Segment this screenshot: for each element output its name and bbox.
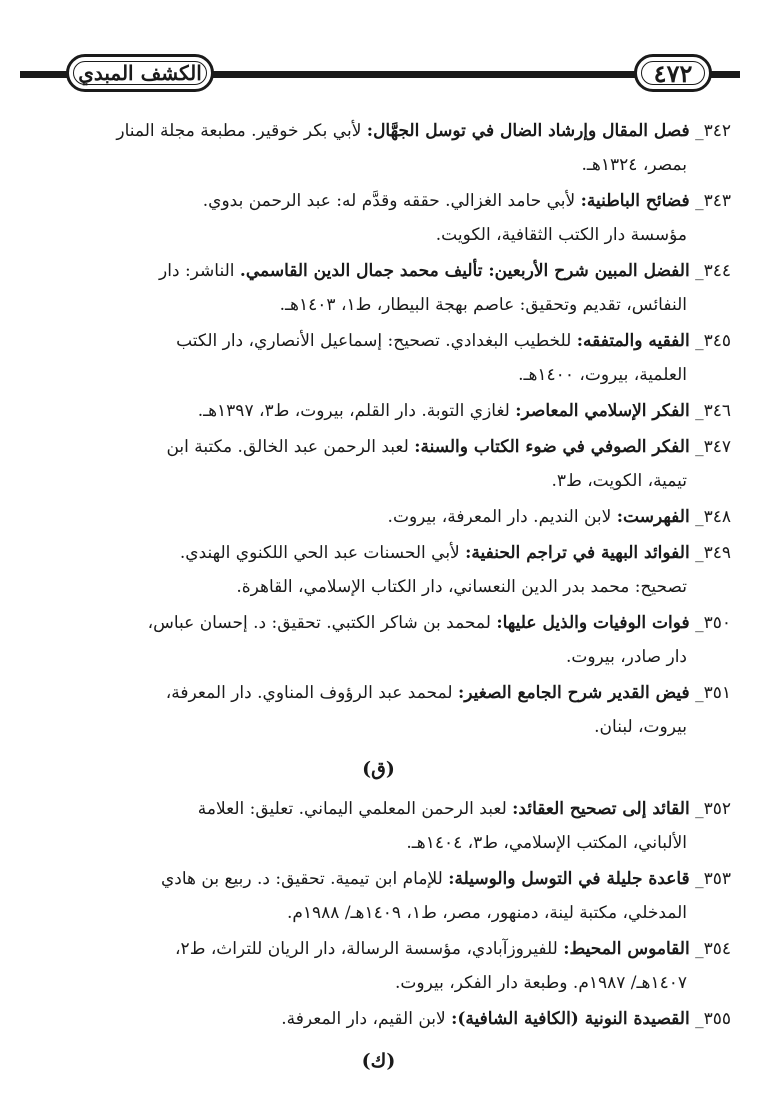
entry-number-dash: _ (689, 261, 704, 281)
entry-title: قاعدة جليلة في التوسل والوسيلة: (448, 869, 690, 889)
bibliography-entry (26, 676, 731, 744)
entry-details: لابن القيم، دار المعرفة. (281, 1009, 452, 1029)
entry-continuation: النفائس، تقديم وتحقيق: عاصم بهجة البيطار، ط١، ١٤٠٣هـ. (279, 295, 687, 315)
page-number-frame (634, 54, 712, 92)
entry-first-line (26, 536, 731, 570)
bibliography-entry (26, 394, 731, 428)
entry-title: الفضل المبين شرح الأربعين: تأليف محمد جمال الدين القاسمي. (239, 261, 690, 281)
entry-number-dash: _ (689, 869, 704, 889)
entry-details: لأبي بكر خوقير. مطبعة مجلة المنار (116, 121, 367, 141)
entry-first-line (26, 862, 731, 896)
entry-number: ٣٤٣ (703, 191, 731, 211)
entry-continuation: تيمية، الكويت، ط٣. (551, 471, 687, 491)
entry-number: ٣٥٠ (703, 613, 731, 633)
entry-number: ٣٤٨ (703, 507, 731, 527)
bibliography-entry (26, 324, 731, 392)
bibliography-entry (26, 500, 731, 534)
running-title-frame (66, 54, 214, 92)
entry-first-line (26, 114, 731, 148)
entry-details: للإمام ابن تيمية. تحقيق: د. ربيع بن هادي (160, 869, 449, 889)
bibliography-entry (26, 536, 731, 604)
running-title: الكشف المبدي (78, 61, 202, 85)
entry-continuation: العلمية، بيروت، ١٤٠٠هـ. (518, 365, 687, 385)
entry-number: ٣٤٩ (703, 543, 731, 563)
entry-first-line (26, 324, 731, 358)
entry-title: القصيدة النونية (الكافية الشافية): (451, 1009, 690, 1029)
entry-first-line (26, 254, 731, 288)
entry-number-dash: _ (689, 191, 704, 211)
entry-details: للخطيب البغدادي. تصحيح: إسماعيل الأنصاري، دار الكتب (176, 331, 577, 351)
entry-number-dash: _ (689, 543, 704, 563)
entry-continuation: الألباني، المكتب الإسلامي، ط٣، ١٤٠٤هـ. (406, 833, 687, 853)
entry-details: لغازي التوبة. دار القلم، بيروت، ط٣، ١٣٩٧هـ. (197, 401, 516, 421)
entry-first-line (26, 1002, 731, 1036)
entry-number-dash: _ (689, 939, 704, 959)
entry-number-dash: _ (689, 1009, 704, 1029)
entry-number-dash: _ (689, 401, 704, 421)
entry-number: ٣٤٢ (703, 121, 731, 141)
entry-continuation: دار صادر، بيروت. (565, 647, 687, 667)
entry-number-dash: _ (689, 683, 704, 703)
entry-first-line (26, 932, 731, 966)
entry-number-dash: _ (689, 437, 704, 457)
page-header (20, 52, 740, 98)
entry-first-line (26, 184, 731, 218)
entry-details: لعبد الرحمن المعلمي اليماني. تعليق: العلامة (197, 799, 513, 819)
entry-number: ٣٤٥ (703, 331, 731, 351)
section-letter-heading: (ك) (361, 1050, 396, 1072)
entry-details: الناشر: دار (159, 261, 240, 281)
entry-details: لمحمد بن شاكر الكتبي. تحقيق: د. إحسان عباس، (147, 613, 497, 633)
entry-continuation: بيروت، لبنان. (594, 717, 687, 737)
entry-details: لابن النديم. دار المعرفة، بيروت. (387, 507, 617, 527)
entry-title: فوات الوفيات والذيل عليها: (496, 613, 690, 633)
entry-number-dash: _ (689, 507, 704, 527)
bibliography-entry (26, 606, 731, 674)
entry-number: ٣٤٧ (703, 437, 731, 457)
bibliography-entry (26, 114, 731, 182)
bibliography-entry (26, 430, 731, 498)
entry-continuation: بمصر، ١٣٢٤هـ. (581, 155, 687, 175)
entry-title: القائد إلى تصحيح العقائد: (512, 799, 690, 819)
entry-title: الفكر الإسلامي المعاصر: (515, 401, 690, 421)
entry-continuation: تصحيح: محمد بدر الدين النعساني، دار الكتاب الإسلامي، القاهرة. (236, 577, 687, 597)
entry-title: فيض القدير شرح الجامع الصغير: (457, 683, 690, 703)
bibliography-entry (26, 862, 731, 930)
entry-first-line (26, 430, 731, 464)
entry-number-dash: _ (689, 121, 704, 141)
entry-details: للفيروزآبادي، مؤسسة الرسالة، دار الريان للتراث، ط٢، (175, 939, 564, 959)
page-number: ٤٧٢ (653, 58, 693, 88)
section-letter-heading: (ق) (362, 758, 395, 780)
entry-continuation: المدخلي، مكتبة لينة، دمنهور، مصر، ط١، ١٤٠٩هـ/ ١٩٨٨م. (286, 903, 687, 923)
entry-number-dash: _ (689, 613, 704, 633)
entry-continuation: ١٤٠٧هـ/ ١٩٨٧م. وطبعة دار الفكر، بيروت. (395, 973, 687, 993)
entry-number: ٣٥٣ (703, 869, 731, 889)
entry-continuation: مؤسسة دار الكتب الثقافية، الكويت. (435, 225, 687, 245)
entry-details: لأبي الحسنات عبد الحي اللكنوي الهندي. (179, 543, 466, 563)
entry-number: ٣٥٥ (703, 1009, 731, 1029)
entry-number: ٣٥٢ (703, 799, 731, 819)
entry-first-line (26, 394, 731, 428)
bibliography-entry (26, 1002, 731, 1036)
entry-first-line (26, 606, 731, 640)
entry-number: ٣٤٦ (703, 401, 731, 421)
entry-title: فضائح الباطنية: (580, 191, 690, 211)
entry-details: لأبي حامد الغزالي. حققه وقدَّم له: عبد الرحمن بدوي. (202, 191, 581, 211)
bibliography-entry (26, 932, 731, 1000)
entry-title: فصل المقال وإرشاد الضال في توسل الجهَّال: (366, 121, 690, 141)
entry-number: ٣٤٤ (703, 261, 731, 281)
bibliography-list (26, 114, 731, 1084)
entry-number-dash: _ (689, 331, 704, 351)
entry-first-line (26, 500, 731, 534)
entry-title: الفوائد البهية في تراجم الحنفية: (465, 543, 690, 563)
entry-number-dash: _ (689, 799, 704, 819)
entry-details: لمحمد عبد الرؤوف المناوي. دار المعرفة، (165, 683, 458, 703)
entry-title: القاموس المحيط: (563, 939, 690, 959)
entry-first-line (26, 676, 731, 710)
bibliography-entry (26, 792, 731, 860)
entry-first-line (26, 792, 731, 826)
entry-details: لعبد الرحمن عبد الخالق. مكتبة ابن (166, 437, 415, 457)
entry-number: ٣٥١ (703, 683, 731, 703)
bibliography-entry (26, 184, 731, 252)
entry-title: الفقيه والمتفقه: (576, 331, 690, 351)
entry-title: الفهرست: (616, 507, 690, 527)
entry-number: ٣٥٤ (703, 939, 731, 959)
entry-title: الفكر الصوفي في ضوء الكتاب والسنة: (414, 437, 690, 457)
bibliography-entry (26, 254, 731, 322)
